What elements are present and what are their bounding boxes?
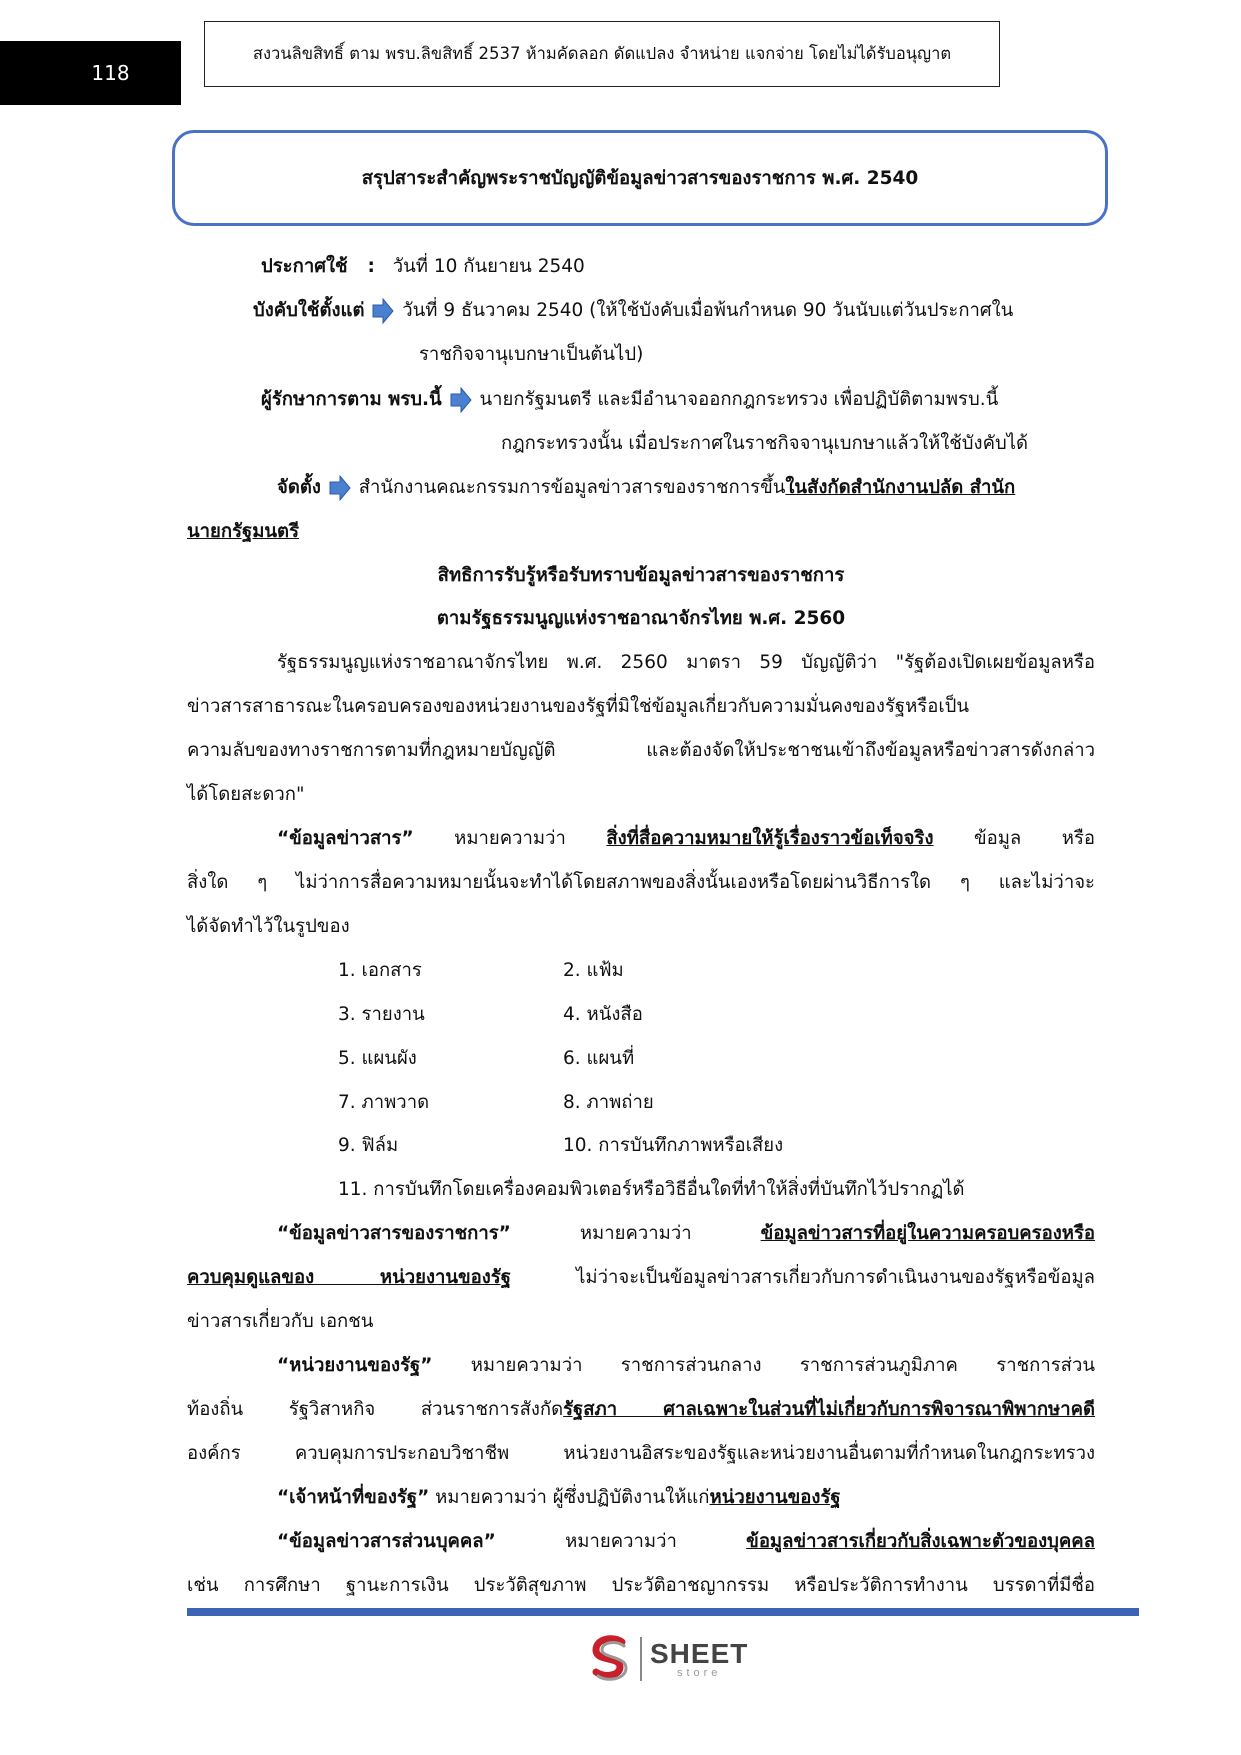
- section-heading-2: ตามรัฐธรรมนูญแห่งราชอาณาจักรไทย พ.ศ. 2560: [436, 608, 846, 629]
- custodian-value-1: นายกรัฐมนตรี และมีอำนาจออกกฎกระทรวง เพื่อปฏิบัติตามพรบ.นี้: [479, 389, 999, 410]
- def-personal-line-1: [277, 1527, 1095, 1556]
- logo-wordmark: [650, 1637, 749, 1679]
- announced-label: ประกาศใช้: [261, 256, 348, 277]
- establish-underlined: ในสังกัดสำนักงานปลัด สำนัก: [785, 477, 1016, 498]
- def-agency-term: “หน่วยงานของรัฐ”: [277, 1355, 433, 1376]
- form-item: 6. แผนที่: [563, 1048, 635, 1069]
- def-gov-info-means: หมายความว่า: [510, 1223, 761, 1244]
- def-gov-info-line-2: [187, 1263, 1095, 1292]
- effective-value-2: ราชกิจจานุเบกษาเป็นต้นไป): [419, 344, 644, 365]
- def-personal-means: หมายความว่า: [495, 1531, 747, 1552]
- def-gov-info-rest: ไม่ว่าจะเป็นข้อมูลข่าวสารเกี่ยวกับการดำเนินงานของรัฐหรือข้อมูล: [510, 1267, 1095, 1288]
- page-number-tab: [0, 41, 181, 105]
- custodian-value-2: กฎกระทรวงนั้น เมื่อประกาศในราชกิจจานุเบกษาแล้วให้ใช้บังคับได้: [501, 433, 1029, 454]
- establish-label: จัดตั้ง: [277, 477, 321, 498]
- form-item: 11. การบันทึกโดยเครื่องคอมพิวเตอร์หรือวิธีอื่นใดที่ทำให้สิ่งที่บันทึกไว้ปรากฏได้: [338, 1179, 965, 1200]
- def-gov-info-line-3: ข่าวสารเกี่ยวกับ เอกชน: [187, 1311, 374, 1332]
- logo-word: SHEET: [650, 1637, 749, 1669]
- def-agency-line-2: [187, 1395, 1095, 1424]
- form-item: 8. ภาพถ่าย: [563, 1092, 654, 1113]
- constitution-line: รัฐธรรมนูญแห่งราชอาณาจักรไทย พ.ศ. 2560 มาตรา 59 บัญญัติว่า "รัฐต้องเปิดเผยข้อมูลหรือ: [277, 652, 1095, 673]
- constitution-line: ได้โดยสะดวก": [187, 784, 305, 805]
- def-info-highlight: สิ่งที่สื่อความหมายให้รู้เรื่องราวข้อเท็จจริง: [606, 828, 934, 849]
- effective-label: บังคับใช้ตั้งแต่: [253, 300, 365, 321]
- establish-value: สำนักงานคณะกรรมการข้อมูลข่าวสารของราชการขึ้น: [358, 477, 786, 498]
- copyright-notice: สงวนลิขสิทธิ์ ตาม พรบ.ลิขสิทธิ์ 2537 ห้ามคัดลอก ดัดแปลง จำหน่าย แจกจ่าย โดยไม่ได้รับอนุญาต: [204, 21, 1000, 87]
- announced-value: วันที่ 10 กันยายน 2540: [392, 256, 585, 277]
- def-personal-line-2: เช่น การศึกษา ฐานะการเงิน ประวัติสุขภาพ ประวัติอาชญากรรม หรือประวัติการทำงาน บรรดาที่มีชื่อ: [187, 1575, 1095, 1596]
- page-title: สรุปสาระสำคัญพระราชบัญญัติข้อมูลข่าวสารของราชการ พ.ศ. 2540: [172, 130, 1108, 226]
- arrow-right-icon: [450, 387, 472, 413]
- def-gov-info-highlight: ข้อมูลข่าวสารที่อยู่ในความครอบครองหรือ: [760, 1223, 1095, 1244]
- def-officer-rest: หมายความว่า ผู้ซึ่งปฏิบัติงานให้แก่: [429, 1487, 710, 1508]
- def-info-line-3: ได้จัดทำไว้ในรูปของ: [187, 916, 350, 937]
- constitution-line: ความลับของทางราชการตามที่กฎหมายบัญญัติ และต้องจัดให้ประชาชนเข้าถึงข้อมูลหรือข่าวสารดังกล่าว: [187, 740, 1095, 761]
- page-number: 118: [91, 61, 130, 85]
- def-personal-highlight: ข้อมูลข่าวสารเกี่ยวกับสิ่งเฉพาะตัวของบุคคล: [746, 1531, 1095, 1552]
- form-item: 1. เอกสาร: [338, 960, 422, 981]
- effective-row: [253, 296, 1161, 325]
- form-item: 7. ภาพวาด: [338, 1092, 430, 1113]
- def-agency-line-3: องค์กร ควบคุมการประกอบวิชาชีพ หน่วยงานอิสระของรัฐและหน่วยงานอื่นตามที่กำหนดในกฎกระทรวง: [187, 1443, 1095, 1464]
- def-agency-line-1: [277, 1351, 1095, 1380]
- logo-sub: store: [676, 1666, 722, 1679]
- footer-rule: [187, 1608, 1139, 1616]
- form-item: 4. หนังสือ: [563, 1004, 643, 1025]
- announced-sep: :: [367, 256, 375, 277]
- section-heading-1: สิทธิการรับรู้หรือรับทราบข้อมูลข่าวสารของราชการ: [437, 565, 845, 586]
- def-agency-plain: ท้องถิ่น รัฐวิสาหกิจ ส่วนราชการสังกัด: [187, 1399, 564, 1420]
- logo-separator: [640, 1637, 642, 1681]
- form-item: 5. แผนผัง: [338, 1048, 417, 1069]
- form-item: 10. การบันทึกภาพหรือเสียง: [563, 1135, 784, 1156]
- announced-row: [261, 252, 1169, 281]
- def-info-line-1: [277, 824, 1095, 853]
- establish-row: [277, 473, 1185, 502]
- form-item: 9. ฟิล์ม: [338, 1135, 399, 1156]
- def-info-rest: ข้อมูล หรือ: [933, 828, 1095, 849]
- def-gov-info-highlight: ควบคุมดูแลของ หน่วยงานของรัฐ: [187, 1267, 511, 1288]
- effective-value-1: วันที่ 9 ธันวาคม 2540 (ให้ใช้บังคับเมื่อพ้นกำหนด 90 วันนับแต่วันประกาศใน: [402, 300, 1014, 321]
- sheet-store-logo: [588, 1630, 758, 1688]
- constitution-line: ข่าวสารสาธารณะในครอบครองของหน่วยงานของรัฐที่มิใช่ข้อมูลเกี่ยวกับความมั่นคงของรัฐหรือเป็น: [187, 696, 970, 717]
- def-agency-bold: รัฐสภา ศาลเฉพาะในส่วนที่ไม่เกี่ยวกับการพิจารณาพิพากษาคดี: [563, 1399, 1096, 1420]
- def-info-line-2: สิ่งใด ๆ ไม่ว่าการสื่อความหมายนั้นจะทำได้โดยสภาพของสิ่งนั้นเองหรือโดยผ่านวิธีการใด ๆ และไม่ว่าจะ: [187, 872, 1095, 893]
- def-officer-term: “เจ้าหน้าที่ของรัฐ”: [277, 1487, 430, 1508]
- def-info-term: “ข้อมูลข่าวสาร”: [277, 828, 414, 849]
- def-personal-term: “ข้อมูลข่าวสารส่วนบุคคล”: [277, 1531, 496, 1552]
- def-gov-info-line-1: [277, 1219, 1095, 1248]
- def-gov-info-term: “ข้อมูลข่าวสารของราชการ”: [277, 1223, 511, 1244]
- sheet-logo-icon: [588, 1634, 632, 1684]
- form-item: 2. แฟ้ม: [563, 960, 624, 981]
- def-officer-line: [277, 1483, 1095, 1512]
- arrow-right-icon: [329, 475, 351, 501]
- def-officer-highlight: หน่วยงานของรัฐ: [709, 1487, 841, 1508]
- def-info-means: หมายความว่า: [413, 828, 607, 849]
- custodian-row: [261, 385, 1169, 414]
- custodian-label: ผู้รักษาการตาม พรบ.นี้: [261, 389, 442, 410]
- form-item: 3. รายงาน: [338, 1004, 425, 1025]
- arrow-right-icon: [372, 298, 394, 324]
- def-agency-rest: หมายความว่า ราชการส่วนกลาง ราชการส่วนภูมิภาค ราชการส่วน: [432, 1355, 1095, 1376]
- establish-underlined-2: นายกรัฐมนตรี: [187, 521, 300, 542]
